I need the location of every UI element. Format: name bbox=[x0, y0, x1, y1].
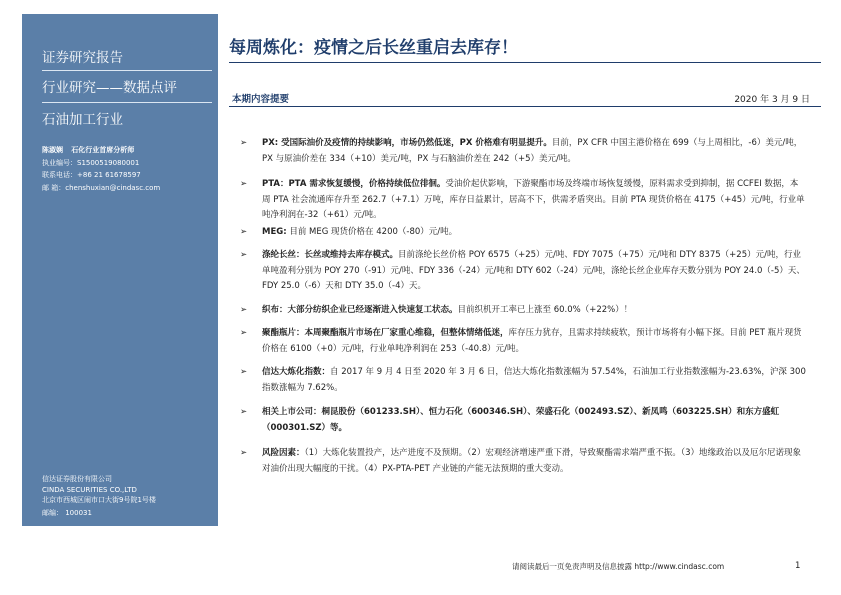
summary-heading: 本期内容提要 bbox=[232, 94, 290, 105]
sidebar-divider bbox=[42, 102, 212, 103]
company-address: 北京市西城区闹市口大街9号院1号楼 bbox=[42, 496, 156, 504]
company-name-en: CINDA SECURITIES CO.,LTD bbox=[42, 485, 137, 494]
bullet-lead: 相关上市公司：桐昆股份（601233.SH）、恒力石化（600346.SH）、荣盛石化（002493.SZ）、新凤鸣（603225.SH）和东方盛虹（000301.SZ）等。 bbox=[262, 407, 780, 433]
arrow-bullet-icon: ➢ bbox=[240, 250, 248, 260]
subhead-divider bbox=[229, 106, 821, 107]
company-info bbox=[42, 474, 218, 518]
bullet-lead: PX: 受国际油价及疫情的持续影响，市场仍然低迷，PX 价格难有明显提升。 bbox=[262, 138, 552, 148]
bullet-lead: PTA：PTA 需求恢复缓慢，价格持续低位徘徊。 bbox=[262, 179, 446, 189]
bullet-lead: 织布：大部分纺织企业已经逐渐进入快速复工状态。 bbox=[262, 305, 458, 315]
report-type: 证券研究报告 bbox=[42, 50, 123, 66]
report-category: 行业研究——数据点评 bbox=[42, 80, 177, 96]
sidebar-section bbox=[22, 48, 218, 68]
list-item bbox=[234, 365, 806, 396]
list-item bbox=[234, 177, 806, 224]
title-divider bbox=[229, 62, 821, 63]
footer-disclaimer[interactable]: 请阅读最后一页免责声明及信息披露 http://www.cindasc.com bbox=[512, 562, 725, 571]
company-name-cn: 信达证券股份有限公司 bbox=[42, 475, 112, 483]
bullet-body: 自 2017 年 9 月 4 日至 2020 年 3 月 6 日，信达大炼化指数涨幅为 57.54%，石油加工行业指数涨幅为-23.63%，沪深 300 指数涨幅为 7.62%。 bbox=[262, 367, 806, 393]
bullet-body: 受油价起伏影响，下游聚酯市场及终端市场恢复缓慢，原料需求受到抑制，据 CCFEI 数据，本周 PTA 社会流通库存升至 262.7（+7.1）万吨，库存日益累计，居高不下，供需矛盾突出。目前 PTA 现货价格在 4175（+45）元/吨，行业单吨净利润在-32（+61）元/吨。 bbox=[262, 179, 805, 220]
list-item bbox=[234, 405, 806, 436]
arrow-bullet-icon: ➢ bbox=[240, 407, 248, 417]
list-item bbox=[234, 225, 806, 241]
sidebar bbox=[22, 14, 218, 526]
sidebar-section bbox=[22, 78, 218, 98]
arrow-bullet-icon: ➢ bbox=[240, 448, 248, 458]
list-item bbox=[234, 248, 806, 295]
analyst-role: 石化行业首席分析师 bbox=[71, 146, 135, 154]
bullet-lead: MEG: bbox=[262, 227, 287, 237]
bullet-lead: 聚酯瓶片：本周聚酯瓶片市场在厂家重心维稳，但整体情绪低迷， bbox=[262, 328, 509, 338]
bullet-lead: 风险因素： bbox=[262, 448, 305, 458]
arrow-bullet-icon: ➢ bbox=[240, 227, 248, 237]
bullet-body: 目前 MEG 现货价格在 4200（-80）元/吨。 bbox=[289, 227, 458, 237]
bullet-lead: 信达大炼化指数： bbox=[262, 367, 331, 377]
sidebar-divider bbox=[42, 70, 212, 71]
analyst-info bbox=[42, 144, 218, 194]
bullet-body: 目前，PX CFR 中国主港价格在 699（与上周相比，-6）美元/吨，PX 与原油价差在 334（+10）美元/吨，PX 与石脑油价差在 242（+5）美元/吨。 bbox=[262, 138, 803, 164]
report-title: 每周炼化：疫情之后长丝重启去库存！ bbox=[229, 38, 518, 58]
list-item bbox=[234, 136, 806, 167]
bullet-lead: 涤纶长丝：长丝或维持去库存模式。 bbox=[262, 250, 399, 260]
arrow-bullet-icon: ➢ bbox=[240, 328, 248, 338]
analyst-line bbox=[42, 144, 218, 157]
report-date: 2020 年 3 月 9 日 bbox=[734, 95, 810, 105]
list-item bbox=[234, 326, 806, 357]
arrow-bullet-icon: ➢ bbox=[240, 179, 248, 189]
analyst-phone: 联系电话：+86 21 61678597 bbox=[42, 171, 141, 179]
arrow-bullet-icon: ➢ bbox=[240, 367, 248, 377]
company-postcode: 邮编： 100031 bbox=[42, 508, 92, 517]
bullet-body: （1）大炼化装置投产，达产进度不及预期。（2）宏观经济增速严重下滑，导致聚酯需求端严重不振。（3）地缘政治以及厄尔尼诺现象对油价出现大幅度的干扰。（4）PX-PTA-PET 产业链的产能无法预期的重大变动。 bbox=[262, 448, 801, 474]
analyst-name: 陈淑娴 bbox=[42, 146, 63, 154]
page-number: 1 bbox=[795, 561, 801, 571]
industry-name: 石油加工行业 bbox=[42, 112, 123, 128]
list-item bbox=[234, 303, 806, 319]
sidebar-section bbox=[22, 110, 218, 130]
bullet-body: 库存压力犹存，且需求持续疲软，预计市场将有小幅下探。目前 PET 瓶片现货价格在 6100（+0）元/吨，行业单吨净利润在 253（-40.8）元/吨。 bbox=[262, 328, 802, 354]
analyst-email[interactable]: 邮 箱：chenshuxian@cindasc.com bbox=[42, 183, 161, 192]
bullet-body: 目前涤纶长丝价格 POY 6575（+25）元/吨、FDY 7075（+75）元/吨和 DTY 8375（+25）元/吨，行业单吨盈利分别为 POY 270（-91）元/吨、FDY 336（-24）元/吨和 DTY 602（-24）元/吨，涤纶长丝企业库存天数分别为 POY 24.0（-5）天、FDY 25.0（-6）天和 DTY 35.0（-4）天。 bbox=[262, 250, 805, 291]
arrow-bullet-icon: ➢ bbox=[240, 305, 248, 315]
bullet-body: 目前织机开工率已上涨至 60.0%（+22%）！ bbox=[457, 305, 633, 315]
list-item bbox=[234, 446, 806, 477]
arrow-bullet-icon: ➢ bbox=[240, 138, 248, 148]
analyst-license: 执业编号：S1500519080001 bbox=[42, 158, 140, 167]
